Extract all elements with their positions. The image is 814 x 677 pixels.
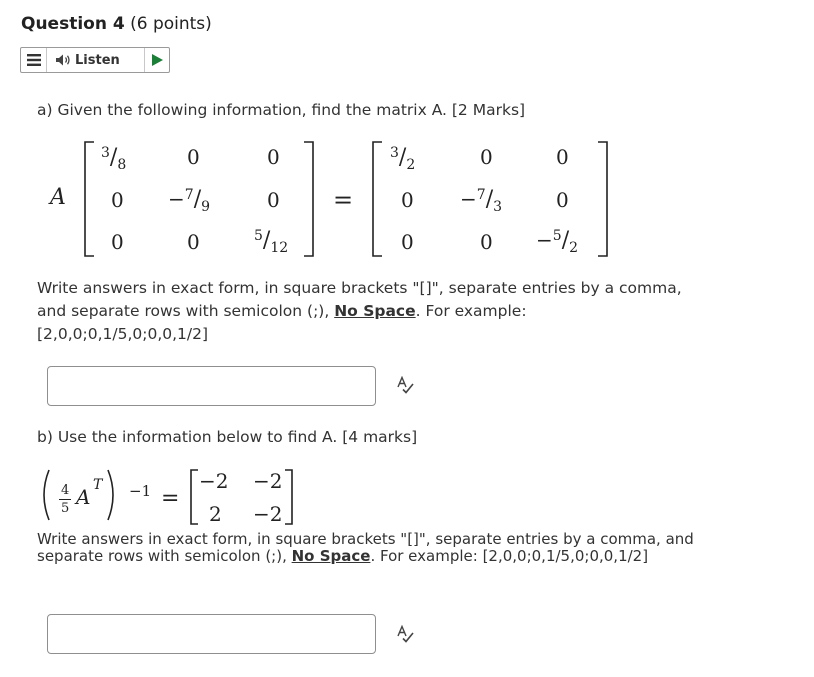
right-matrix-cell-2-1: 0 bbox=[401, 188, 414, 212]
matrix-variable-a: A bbox=[50, 185, 66, 210]
part-b-cell-1-1: −2 bbox=[199, 469, 229, 493]
coefficient-numerator: 4 bbox=[61, 483, 70, 498]
coefficient-bar bbox=[59, 499, 71, 500]
left-matrix-cell-1-1: $^3/_8$ bbox=[101, 145, 127, 173]
left-matrix-cell-2-1: 0 bbox=[111, 188, 124, 212]
part-a-example: [2,0,0;0,1/5,0;0,0,1/2] bbox=[37, 325, 209, 343]
part-b-cell-2-1: 2 bbox=[209, 502, 222, 526]
no-space-emphasis: No Space bbox=[334, 302, 416, 320]
right-matrix-cell-3-1: 0 bbox=[401, 230, 414, 254]
part-b-equation bbox=[0, 460, 814, 530]
spellcheck-icon[interactable] bbox=[395, 625, 415, 643]
left-matrix-cell-3-3: $^5/_{12}$ bbox=[254, 228, 289, 256]
part-a-answer-input[interactable] bbox=[47, 366, 376, 406]
left-matrix-cell-2-3: 0 bbox=[267, 188, 280, 212]
transpose-superscript: T bbox=[93, 477, 103, 493]
left-matrix-cell-1-2: 0 bbox=[187, 145, 200, 169]
part-a-instructions-line-1: Write answers in exact form, in square brackets "[]", separate entries by a comma, bbox=[37, 279, 682, 297]
right-matrix-cell-2-3: 0 bbox=[556, 188, 569, 212]
equals-sign: = bbox=[333, 186, 354, 214]
listen-label: Listen bbox=[75, 52, 120, 68]
part-b-prompt: b) Use the information below to find A. [4 marks] bbox=[37, 428, 418, 446]
right-matrix-cell-3-3: $-^5/_2$ bbox=[536, 228, 579, 256]
left-matrix-close-bracket bbox=[302, 140, 316, 258]
part-b-cell-1-2: −2 bbox=[253, 469, 283, 493]
no-space-emphasis-b: No Space bbox=[291, 547, 371, 565]
inverse-superscript: −1 bbox=[129, 482, 152, 500]
part-b-answer-input[interactable] bbox=[47, 614, 376, 654]
left-matrix-cell-3-1: 0 bbox=[111, 230, 124, 254]
equals-sign-b: = bbox=[161, 486, 180, 511]
right-matrix-close-bracket bbox=[596, 140, 610, 258]
spellcheck-icon[interactable] bbox=[395, 376, 415, 394]
right-paren bbox=[106, 468, 120, 522]
left-matrix-cell-2-2: $-^7/_9$ bbox=[168, 187, 211, 215]
part-a-prompt: a) Given the following information, find the matrix A. [2 Marks] bbox=[37, 101, 526, 119]
right-matrix-cell-1-1: $^3/_2$ bbox=[390, 145, 416, 173]
left-matrix-cell-1-3: 0 bbox=[267, 145, 280, 169]
left-paren bbox=[37, 468, 51, 522]
question-number: Question 4 bbox=[21, 14, 125, 34]
left-matrix-cell-3-2: 0 bbox=[187, 230, 200, 254]
right-matrix-cell-3-2: 0 bbox=[480, 230, 493, 254]
part-b-instructions-line-2: separate rows with semicolon (;), No Space. For example: [2,0,0;0,1/5,0;0,0,1/2] bbox=[37, 547, 649, 565]
part-a-equation bbox=[0, 0, 814, 270]
part-b-cell-2-2: −2 bbox=[253, 502, 283, 526]
right-matrix-open-bracket bbox=[370, 140, 384, 258]
part-b-instructions-line-1: Write answers in exact form, in square brackets "[]", separate entries by a comma, and bbox=[37, 530, 694, 548]
part-b-close-bracket bbox=[283, 468, 295, 526]
matrix-variable-a-b: A bbox=[76, 485, 91, 509]
part-a-instructions-line-2: and separate rows with semicolon (;), No Space. For example: bbox=[37, 302, 527, 320]
right-matrix-cell-1-3: 0 bbox=[556, 145, 569, 169]
right-matrix-cell-1-2: 0 bbox=[480, 145, 493, 169]
right-matrix-cell-2-2: $-^7/_3$ bbox=[460, 187, 503, 215]
coefficient-denominator: 5 bbox=[61, 501, 70, 516]
left-matrix-open-bracket bbox=[82, 140, 96, 258]
question-points: (6 points) bbox=[130, 14, 212, 34]
